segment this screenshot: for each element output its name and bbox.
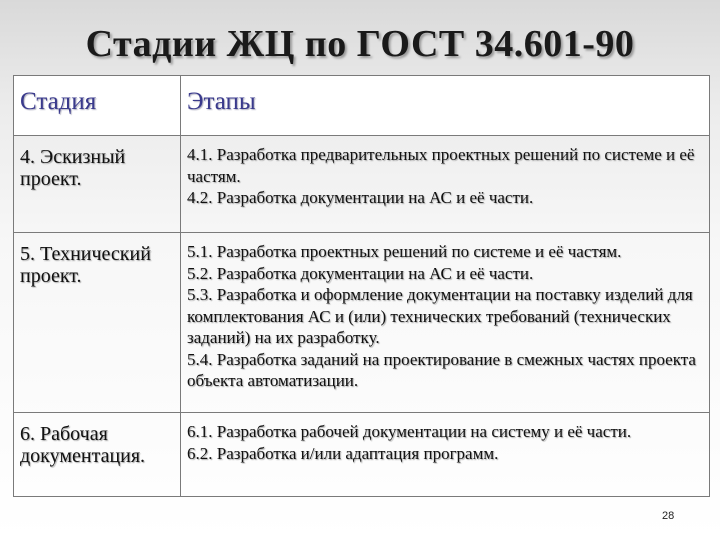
table-row xyxy=(14,136,710,233)
step-item: 5.2. Разработка документации на АС и её части. xyxy=(187,263,534,283)
stages-table xyxy=(13,75,710,497)
table-row xyxy=(14,233,710,413)
step-item: 6.2. Разработка и/или адаптация программ. xyxy=(187,443,499,463)
header-steps: Этапы xyxy=(181,76,710,136)
stage-cell: 5. Технический проект. xyxy=(14,233,181,413)
stage-cell: 6. Рабочая документация. xyxy=(14,413,181,497)
steps-cell xyxy=(181,136,710,233)
stage-cell: 4. Эскизный проект. xyxy=(14,136,181,233)
table-row xyxy=(14,413,710,497)
header-stage: Стадия xyxy=(14,76,181,136)
slide-title: Стадии ЖЦ по ГОСТ 34.601-90 xyxy=(85,23,635,65)
step-item: 4.2. Разработка документации на АС и её части. xyxy=(187,188,534,207)
page-number: 28 xyxy=(662,510,675,522)
step-item: 5.4. Разработка заданий на проектирование в смежных частях проекта объекта автоматизации. xyxy=(187,349,696,390)
step-item: 5.1. Разработка проектных решений по системе и её частям. xyxy=(187,242,622,261)
step-item: 6.1. Разработка рабочей документации на систему и её части. xyxy=(187,422,632,441)
steps-cell xyxy=(181,413,710,497)
steps-cell xyxy=(181,233,710,413)
step-item: 4.1. Разработка предварительных проектных решений по системе и её частям. xyxy=(187,145,695,186)
table-header-row xyxy=(14,76,710,136)
step-item: 5.3. Разработка и оформление документации на поставку изделий для комплектования АС и (или) технических требований (технических заданий) на их разработку. xyxy=(187,285,693,347)
